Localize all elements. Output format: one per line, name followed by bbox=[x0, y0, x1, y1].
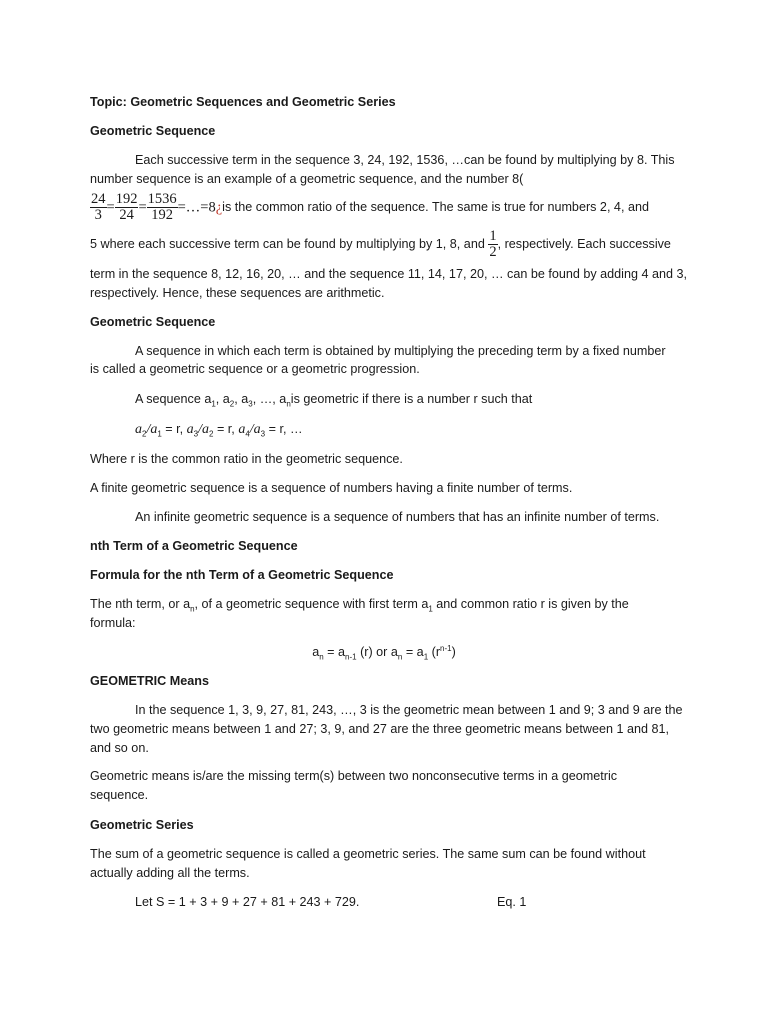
paragraph-line: The sum of a geometric sequence is called a geometric series. The same sum can be found without bbox=[90, 847, 646, 861]
fraction-one-half: $\frac{1}{2}$ bbox=[489, 228, 497, 261]
paragraph-line-with-half: 5 where each successive term can be found by multiplying by 1, 8, and $\frac{1}{2}$ , respectively. Each successive bbox=[90, 228, 671, 261]
nth-term-formula: $a_n = a_{n-1}$ (r) or $a_n = a_1$ $(r^{n-1})$ bbox=[312, 643, 456, 662]
paragraph-line: term in the sequence 8, 12, 16, 20, … and the sequence 11, 14, 17, 20, … can be found by adding 4 and 3, bbox=[90, 267, 687, 281]
paragraph-line: An infinite geometric sequence is a sequence of numbers that has an infinite number of terms. bbox=[135, 510, 660, 524]
paragraph-line: In the sequence 1, 3, 9, 27, 81, 243, …, 3 is the geometric mean between 1 and 9; 3 and 9 are the bbox=[135, 703, 683, 717]
fraction: $\frac{192}{24}$ bbox=[115, 191, 138, 224]
fraction: $\frac{24}{3}$ bbox=[91, 191, 106, 224]
section-heading-geometric-sequence: Geometric Sequence bbox=[90, 124, 216, 138]
section-heading-formula: Formula for the nth Term of a Geometric Sequence bbox=[90, 568, 394, 582]
paragraph-line: and so on. bbox=[90, 741, 149, 755]
section-heading-geometric-sequence: Geometric Sequence bbox=[90, 315, 216, 329]
equation-label: Eq. 1 bbox=[497, 895, 527, 909]
paragraph-line: sequence. bbox=[90, 788, 149, 802]
inverted-question-mark: ¿ bbox=[215, 199, 223, 216]
paragraph-line: A finite geometric sequence is a sequence of numbers having a finite number of terms. bbox=[90, 481, 573, 495]
paragraph-line: Each successive term in the sequence 3, 24, 192, 1536, …can be found by multiplying by 8. This bbox=[135, 153, 675, 167]
paragraph-line: is called a geometric sequence or a geometric progression. bbox=[90, 362, 420, 376]
sequence-definition-line: A sequence $a_1$, $a_2$, $a_3$, …, $a_nis$ geometric if there is a number r such that bbox=[135, 392, 533, 409]
equals-sign: = bbox=[106, 199, 115, 216]
section-heading-geometric-means: GEOMETRIC Means bbox=[90, 674, 209, 688]
paragraph-line: respectively. Hence, these sequences are arithmetic. bbox=[90, 286, 385, 300]
ratio-formula-line: $a_2/a_1 = r$, $a_3/a_2 = r$, $a_4/a_3 = r$, … bbox=[135, 422, 303, 439]
section-heading-nth-term: nth Term of a Geometric Sequence bbox=[90, 539, 298, 553]
equals-sign: = bbox=[138, 199, 147, 216]
paragraph-line: Geometric means is/are the missing term(s) between two nonconsecutive terms in a geometric bbox=[90, 769, 618, 783]
paragraph-line: A sequence in which each term is obtained by multiplying the preceding term by a fixed number bbox=[135, 344, 666, 358]
equals-eight: =…=8 bbox=[177, 199, 216, 216]
topic-heading: Topic: Geometric Sequences and Geometric Series bbox=[90, 95, 396, 109]
paragraph-line: actually adding all the terms. bbox=[90, 866, 250, 880]
section-heading-geometric-series: Geometric Series bbox=[90, 818, 194, 832]
paragraph-line: The nth term, or $a_n$, of a geometric sequence with first term $a_1$ and common ratio r is given by the bbox=[90, 597, 629, 614]
equation-let-s: Let S = 1 + 3 + 9 + 27 + 81 + 243 + 729. bbox=[135, 895, 360, 909]
ratio-fraction-line bbox=[90, 189, 649, 226]
paragraph-line: Where r is the common ratio in the geometric sequence. bbox=[90, 452, 403, 466]
fraction: $\frac{1536}{192}$ bbox=[147, 191, 177, 224]
paragraph-text: is the common ratio of the sequence. The same is true for numbers 2, 4, and bbox=[222, 200, 649, 214]
paragraph-line: formula: bbox=[90, 616, 136, 630]
paragraph-line: number sequence is an example of a geometric sequence, and the number 8( bbox=[90, 172, 524, 186]
paragraph-line: two geometric means between 1 and 27; 3, 9, and 27 are the three geometric means between 1 and 81, bbox=[90, 722, 669, 736]
